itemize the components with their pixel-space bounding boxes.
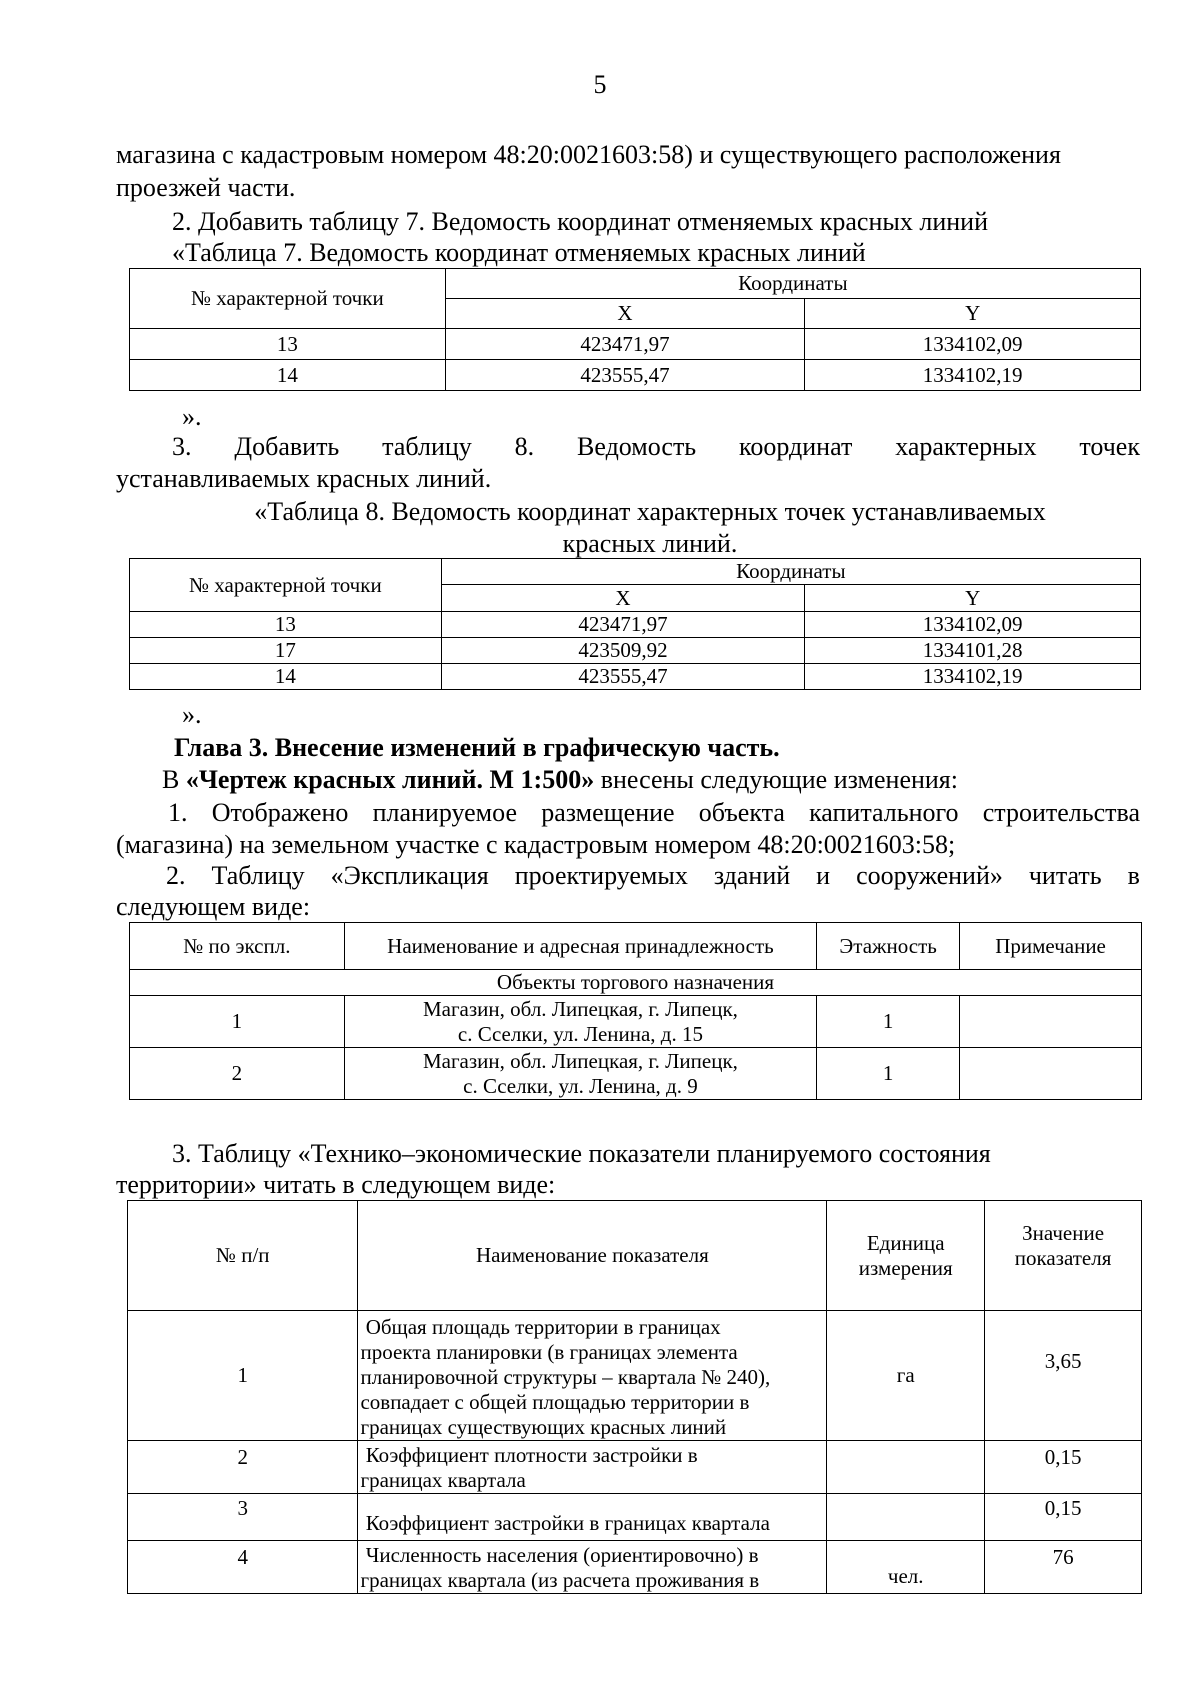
table-8-caption-line-2: красных линий. <box>562 529 738 558</box>
tep-header-unit-line: измерения <box>858 1255 953 1280</box>
table-8-cell-y: 1334101,28 <box>805 638 1141 664</box>
item-2-word: сооружений» <box>856 861 1003 890</box>
tep-cell-value: 0,15 <box>985 1494 1142 1541</box>
expl-name-line: Магазин, обл. Липецкая, г. Липецк, <box>422 1048 738 1073</box>
expl-group-heading: Объекты торгового назначения <box>130 970 1142 996</box>
table-row <box>130 664 1141 690</box>
expl-cell-note <box>960 996 1142 1048</box>
expl-header-name: Наименование и адресная принадлежность <box>344 923 816 970</box>
table-row <box>128 1441 1142 1494</box>
tep-cell-num: 1 <box>128 1311 358 1441</box>
expl-header-num: № по экспл. <box>130 923 345 970</box>
table-8-cell-x: 423471,97 <box>441 612 805 638</box>
table-row <box>128 1541 1142 1594</box>
tep-cell-value: 76 <box>985 1541 1142 1594</box>
table-row <box>128 1311 1142 1441</box>
tep-cell-num: 3 <box>128 1494 358 1541</box>
table-row <box>130 329 1141 360</box>
tep-name-line: границах существующих красных линий <box>360 1415 727 1439</box>
table-8-cell-y: 1334102,19 <box>805 664 1141 690</box>
tep-cell-name <box>358 1441 827 1494</box>
expl-cell-name <box>344 996 816 1048</box>
table-8-cell-point: 14 <box>130 664 442 690</box>
table-7 <box>129 268 1141 391</box>
table-7-header-y: Y <box>805 299 1141 329</box>
expl-cell-floors: 1 <box>817 996 960 1048</box>
table-7-header-coords: Координаты <box>445 269 1140 299</box>
expl-cell-num: 2 <box>130 1048 345 1100</box>
expl-cell-num: 1 <box>130 996 345 1048</box>
table-8-caption-line-1: «Таблица 8. Ведомость координат характерных точек устанавливаемых <box>254 497 1046 526</box>
table-7-cell-point: 14 <box>130 360 446 391</box>
item-3-word: характерных <box>895 432 1037 461</box>
table-row <box>130 638 1141 664</box>
item-3-line-1 <box>172 430 1140 463</box>
item-2-word: «Экспликация <box>330 861 489 890</box>
table-7-header-x: X <box>445 299 805 329</box>
tep-name-line: проекта планировки (в границах элемента <box>360 1340 738 1364</box>
tep-header-value <box>985 1201 1142 1311</box>
chapter-3-intro-prefix: В <box>162 765 186 794</box>
tep-cell-name <box>358 1541 827 1594</box>
table-7-cell-x: 423555,47 <box>445 360 805 391</box>
chapter-3-heading: Глава 3. Внесение изменений в графическую часть. <box>174 733 780 762</box>
item-3-word: Добавить <box>234 432 340 461</box>
item-2-word: в <box>1127 861 1140 890</box>
item-3-word: точек <box>1079 432 1140 461</box>
table-8-header-point: № характерной точки <box>130 559 442 612</box>
expl-name-line: с. Сселки, ул. Ленина, д. 9 <box>463 1073 698 1098</box>
expl-header-floors: Этажность <box>817 923 960 970</box>
tep-cell-value: 0,15 <box>985 1441 1142 1494</box>
expl-name-line: Магазин, обл. Липецкая, г. Липецк, <box>422 996 738 1021</box>
tep-name-line: границах квартала (из расчета проживания в <box>360 1568 760 1592</box>
chapter-3-intro <box>162 763 958 796</box>
expl-cell-floors: 1 <box>817 1048 960 1100</box>
item-2-word: и <box>816 861 831 890</box>
table-7-cell-y: 1334102,09 <box>805 329 1141 360</box>
table-8-header-y: Y <box>805 585 1141 612</box>
expl-header-note: Примечание <box>960 923 1142 970</box>
tep-name-line: планировочной структуры – квартала № 240), <box>360 1365 771 1389</box>
tep-header-value-line: Значение <box>1022 1221 1105 1245</box>
table-7-cell-point: 13 <box>130 329 446 360</box>
item-3-word: Ведомость <box>577 432 697 461</box>
item-3-word: таблицу <box>382 432 472 461</box>
table-8-close-quote: ». <box>182 700 202 729</box>
chapter-3-intro-suffix: внесены следующие изменения: <box>594 765 958 794</box>
tep-name-line: границах квартала <box>360 1468 526 1492</box>
intro-line-2: проезжей части. <box>116 173 296 202</box>
explication-table <box>129 922 1142 1100</box>
table-8-cell-y: 1334102,09 <box>805 612 1141 638</box>
tep-name-line: Коэффициент плотности застройки в <box>360 1443 698 1467</box>
item-2-add-table-7: 2. Добавить таблицу 7. Ведомость координат отменяемых красных линий <box>172 207 988 236</box>
chapter-3-item-1-line-1: 1. Отображено планируемое размещение объекта капитального строительства <box>168 798 1140 827</box>
table-7-close-quote: ». <box>182 402 202 431</box>
table-8-header-coords: Координаты <box>441 559 1140 585</box>
item-3-tep-line-1: 3. Таблицу «Технико–экономические показатели планируемого состояния <box>172 1139 991 1168</box>
tep-cell-unit: га <box>827 1311 985 1441</box>
intro-line-1: магазина с кадастровым номером 48:20:0021603:58) и существующего расположения <box>116 140 1061 169</box>
chapter-3-item-1-line-2: (магазина) на земельном участке с кадастровым номером 48:20:0021603:58; <box>116 830 956 859</box>
table-7-cell-x: 423471,97 <box>445 329 805 360</box>
tep-cell-unit <box>827 1441 985 1494</box>
table-8-cell-point: 13 <box>130 612 442 638</box>
tep-name-line: Коэффициент застройки в границах квартала <box>360 1511 770 1535</box>
table-row <box>130 612 1141 638</box>
table-row <box>130 1048 1142 1100</box>
table-row <box>128 1494 1142 1541</box>
item-2-word: Таблицу <box>211 861 305 890</box>
tep-name-line: совпадает с общей площадью территории в <box>360 1390 750 1414</box>
table-8-cell-x: 423555,47 <box>441 664 805 690</box>
table-row <box>130 996 1142 1048</box>
tep-name-line: Численность населения (ориентировочно) в <box>360 1543 759 1567</box>
item-3-word: 3. <box>172 432 192 461</box>
expl-name-line: с. Сселки, ул. Ленина, д. 15 <box>457 1021 703 1046</box>
item-3-tep-line-2: территории» читать в следующем виде: <box>116 1170 556 1199</box>
table-7-cell-y: 1334102,19 <box>805 360 1141 391</box>
item-2-word: 2. <box>166 861 186 890</box>
chapter-3-item-2-line-2: следующем виде: <box>116 892 311 921</box>
table-row <box>130 360 1141 391</box>
table-7-caption: «Таблица 7. Ведомость координат отменяемых красных линий <box>172 238 866 267</box>
item-3-word: координат <box>739 432 853 461</box>
tep-cell-unit: чел. <box>827 1541 985 1594</box>
tep-cell-num: 4 <box>128 1541 358 1594</box>
tep-header-unit <box>827 1201 985 1311</box>
tep-header-name: Наименование показателя <box>358 1201 827 1311</box>
expl-cell-note <box>960 1048 1142 1100</box>
item-3-word: 8. <box>514 432 535 461</box>
table-7-header-point: № характерной точки <box>130 269 446 329</box>
tep-header-value-line: показателя <box>1014 1246 1112 1270</box>
item-2-word: зданий <box>713 861 791 890</box>
table-8-cell-x: 423509,92 <box>441 638 805 664</box>
drawing-title: «Чертеж красных линий. М 1:500» <box>185 765 595 794</box>
tep-header-num: № п/п <box>128 1201 358 1311</box>
tep-header-unit-line: Единица <box>866 1230 945 1255</box>
tep-cell-unit <box>827 1494 985 1541</box>
tep-table <box>127 1200 1142 1594</box>
expl-cell-name <box>344 1048 816 1100</box>
tep-cell-name <box>358 1494 827 1541</box>
chapter-3-item-2-line-1 <box>166 859 1140 892</box>
table-8-header-x: X <box>441 585 805 612</box>
item-2-word: проектируемых <box>514 861 688 890</box>
item-3-line-2: устанавливаемых красных линий. <box>116 464 492 493</box>
table-8 <box>129 558 1141 690</box>
tep-cell-num: 2 <box>128 1441 358 1494</box>
tep-cell-name <box>358 1311 827 1441</box>
page-number: 5 <box>593 70 607 99</box>
tep-name-line: Общая площадь территории в границах <box>360 1315 721 1339</box>
table-8-cell-point: 17 <box>130 638 442 664</box>
tep-cell-value: 3,65 <box>985 1311 1142 1441</box>
item-2-word: читать <box>1028 861 1102 890</box>
